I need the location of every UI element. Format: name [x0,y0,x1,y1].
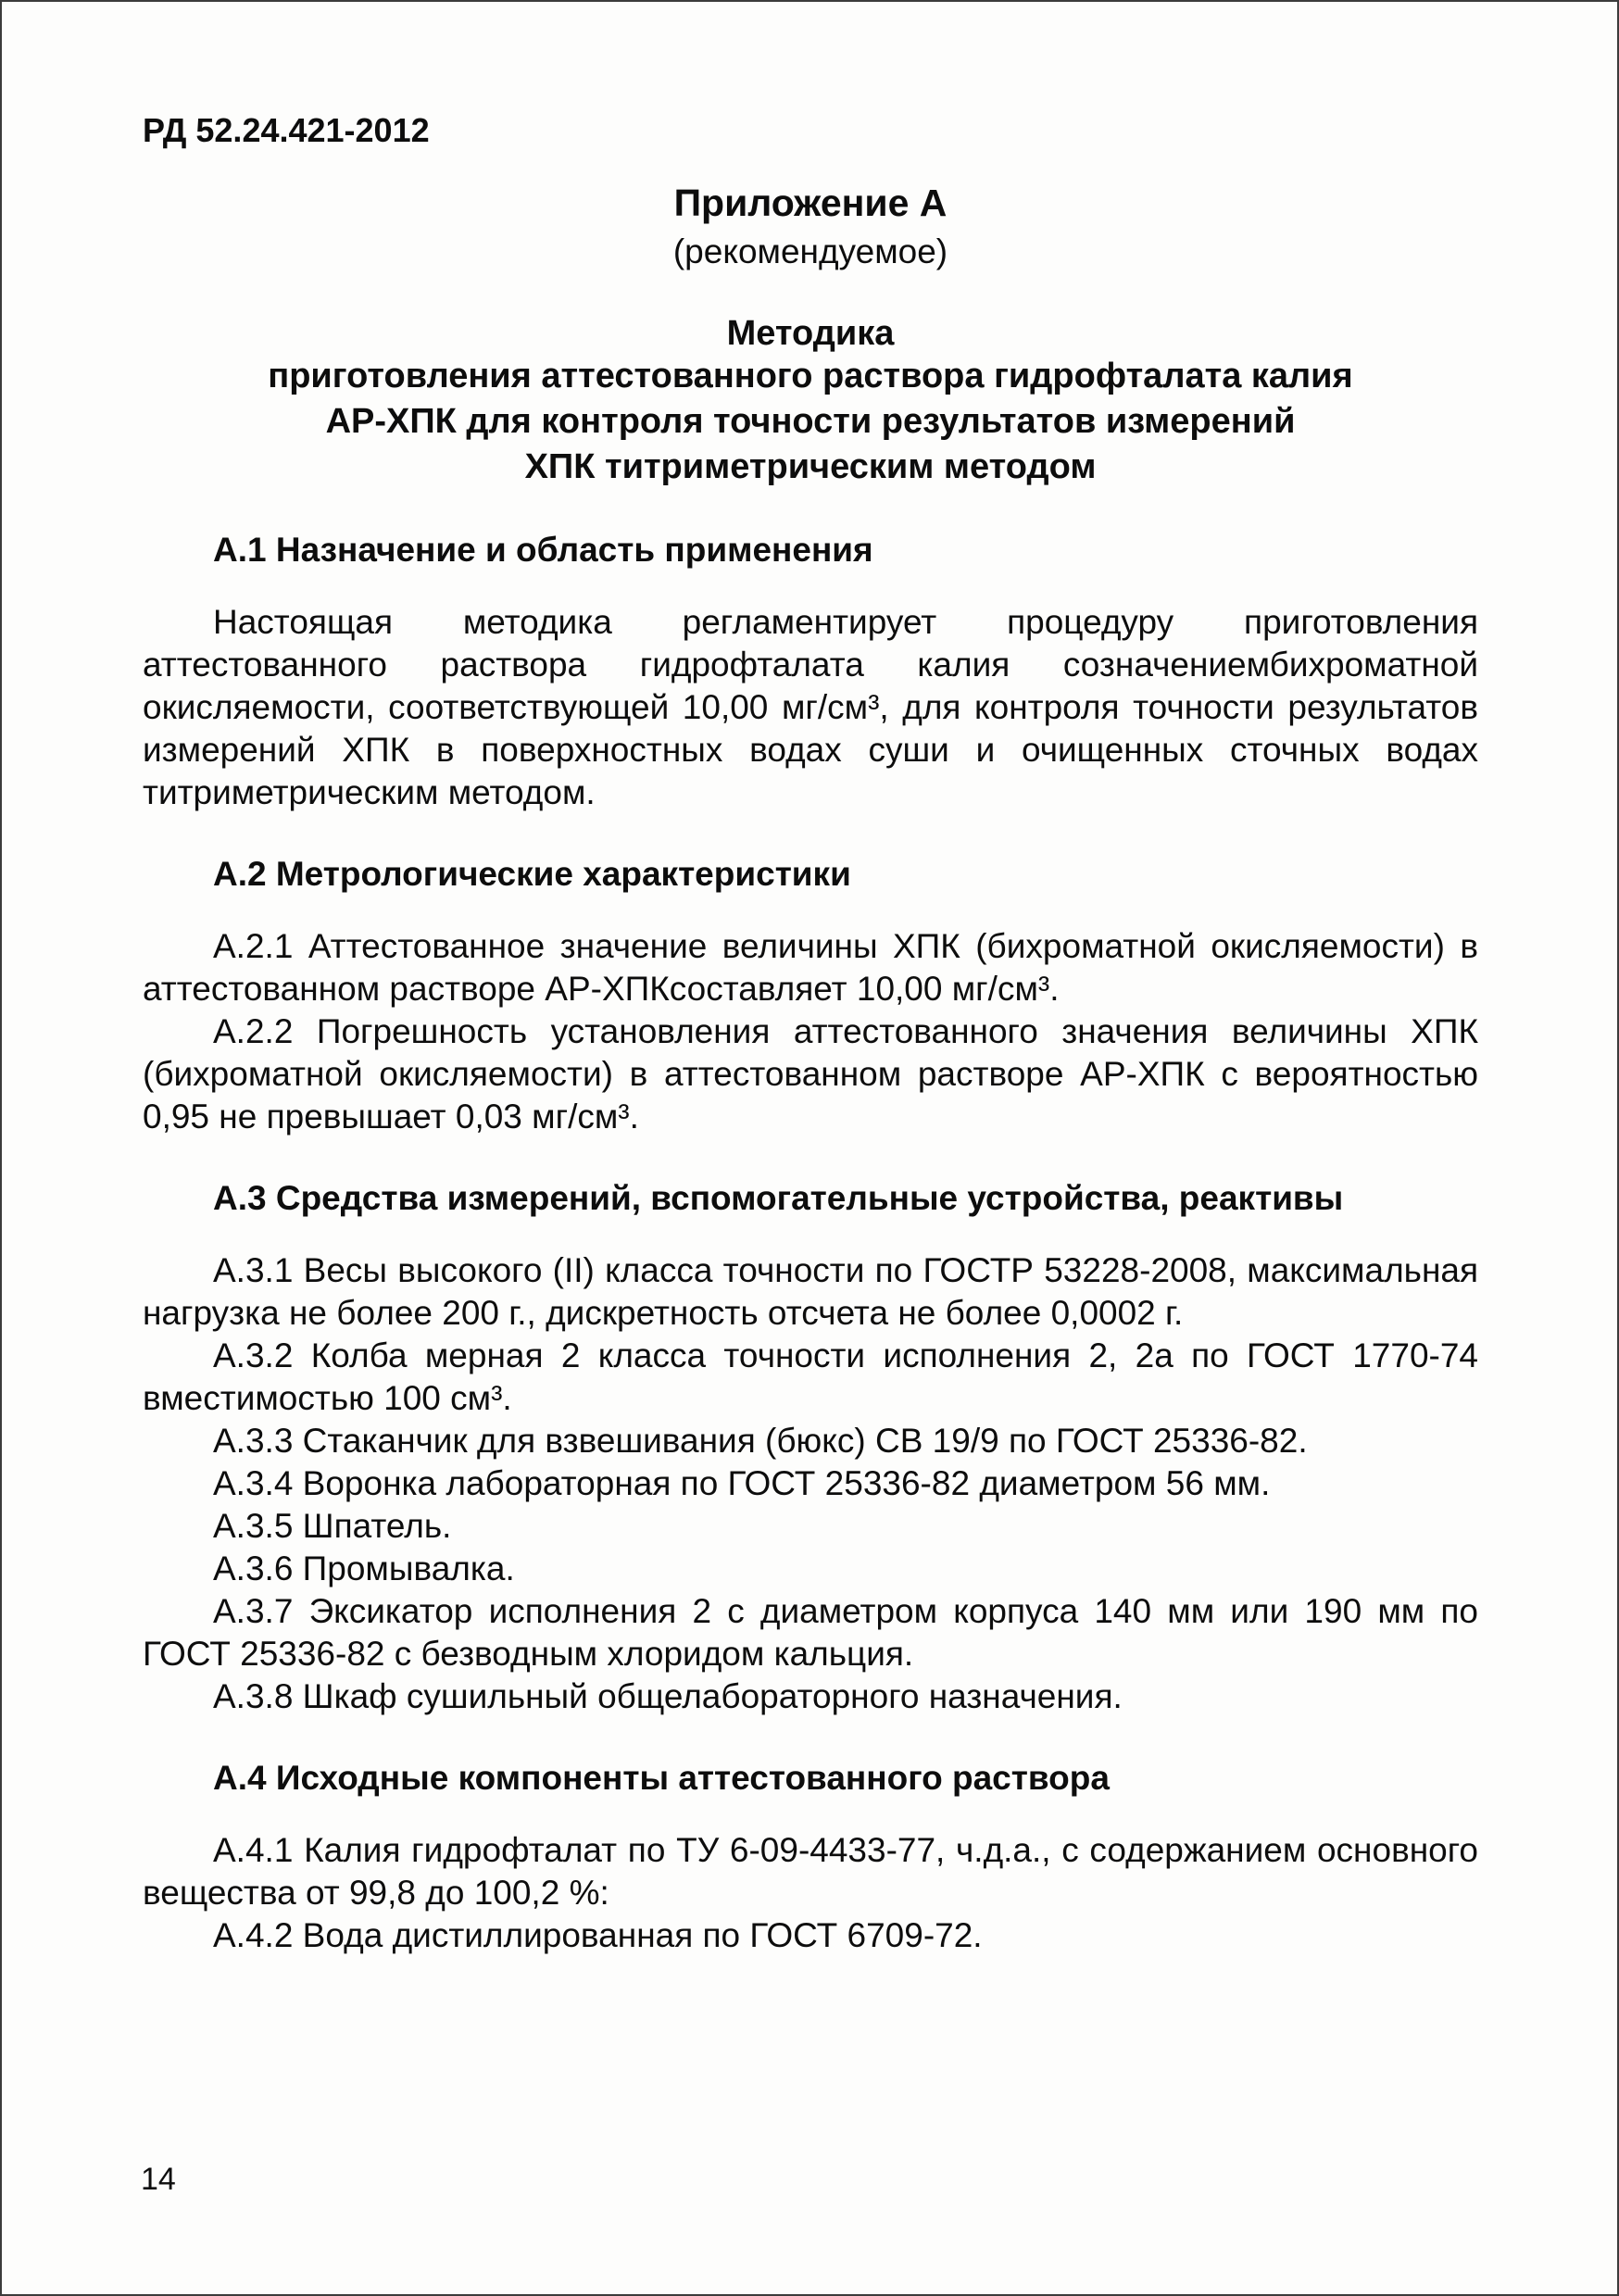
paragraph: А.3.1 Весы высокого (II) класса точности по ГОСТР 53228-2008, максимальная нагрузка не более 200 г., дискретность отсчета не более 0,0002 г. [143,1251,1478,1332]
method-heading: Методика [726,314,895,353]
section-heading-a1: А.1 Назначение и область применения [213,531,873,569]
method-title-line: АР-ХПК для контроля точности результатов измерений [325,402,1296,441]
section-heading-a2: А.2 Метрологические характеристики [213,855,851,893]
paragraph: А.3.5 Шпатель. [213,1507,452,1545]
paragraph: А.3.8 Шкаф сушильный общелабораторного назначения. [213,1677,1123,1715]
page-number: 14 [141,2162,176,2197]
paragraph: А.3.4 Воронка лабораторная по ГОСТ 25336-82 диаметром 56 мм. [213,1464,1271,1502]
section-heading-a4: А.4 Исходные компоненты аттестованного раствора [213,1759,1110,1797]
section-heading-a3: А.3 Средства измерений, вспомогательные устройства, реактивы [213,1179,1344,1217]
appendix-title: Приложение А [673,182,948,224]
paragraph: Настоящая методика регламентирует процедуру приготовления аттестованного раствора гидрофталата калия созначениембихроматной окисляемости, соответствующей 10,00 мг/см³, для контроля точности результатов измерений ХПК в поверхностных водах суши и очищенных сточных водах титриметрическим методом. [143,603,1478,811]
method-title-line: приготовления аттестованного раствора гидрофталата калия [268,357,1353,395]
paragraph: А.4.1 Калия гидрофталат по ТУ 6-09-4433-77, ч.д.а., с содержанием основного вещества от 99,8 до 100,2 %: [143,1831,1478,1912]
doc-number: РД 52.24.421-2012 [143,111,430,149]
paragraph: А.3.3 Стаканчик для взвешивания (бюкс) СВ 19/9 по ГОСТ 25336-82. [213,1422,1308,1460]
paragraph: А.4.2 Вода дистиллированная по ГОСТ 6709-72. [213,1916,983,1954]
paragraph: А.3.6 Промывалка. [213,1549,515,1587]
paragraph: А.2.1 Аттестованное значение величины ХПК (бихроматной окисляемости) в аттестованном растворе АР-ХПКсоставляет 10,00 мг/см³. [143,927,1478,1008]
paragraph: А.2.2 Погрешность установления аттестованного значения величины ХПК (бихроматной окисляемости) в аттестованном растворе АР-ХПК с вероятностью 0,95 не превышает 0,03 мг/см³. [143,1012,1478,1135]
appendix-note: (рекомендуемое) [672,232,948,270]
paragraph: А.3.7 Эксикатор исполнения 2 с диаметром корпуса 140 мм или 190 мм по ГОСТ 25336-82 с безводным хлоридом кальция. [143,1592,1478,1673]
method-title-line: ХПК титриметрическим методом [524,447,1097,486]
paragraph: А.3.2 Колба мерная 2 класса точности исполнения 2, 2а по ГОСТ 1770-74 вместимостью 100 см³. [143,1336,1478,1417]
